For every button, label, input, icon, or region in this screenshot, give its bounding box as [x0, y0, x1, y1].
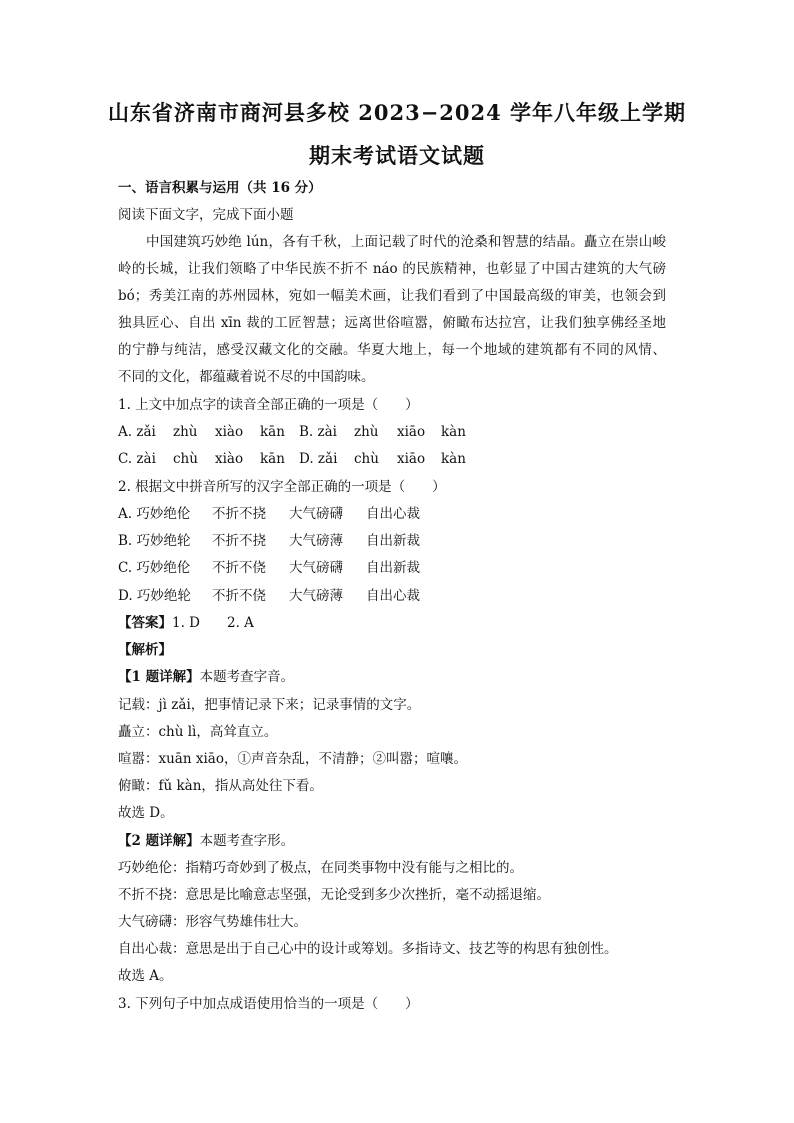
detail-1-line: 故选 D。: [118, 805, 174, 821]
option-term: 不折不挠: [212, 533, 266, 549]
option-term: A. 巧妙绝伦: [118, 506, 191, 522]
option-term: 不折不侥: [212, 588, 266, 604]
detail-2-heading: [118, 833, 294, 849]
option-term: 大气磅礴: [289, 506, 343, 522]
option-term: B. 巧妙绝轮: [118, 533, 191, 549]
passage-line: 的宁静与纯洁，感受汉藏文化的交融。华夏大地上，每一个地域的建筑都有不同的风情、: [118, 342, 666, 358]
option-term: 自出新裁: [366, 560, 420, 576]
option-reading: kàn: [441, 424, 466, 440]
option-term: 自出心裁: [366, 588, 420, 604]
answer-label: 【答案】: [118, 615, 172, 631]
detail-2-line: 故选 A。: [118, 968, 173, 984]
detail-1-line: 矗立：chù lì，高耸直立。: [118, 724, 278, 740]
option-reading: kān: [260, 424, 285, 440]
detail-2-label: 【2 题详解】: [118, 833, 200, 849]
detail-2-line: 大气磅礴：形容气势雄伟壮大。: [118, 914, 307, 930]
option-reading: xiào: [215, 424, 244, 440]
detail-1-text: 本题考查字音。: [199, 669, 295, 685]
detail-1-line: 喧嚣：xuān xiāo，①声音杂乱，不清静；②叫嚣；喧嚷。: [118, 751, 467, 767]
answer-line: [118, 615, 254, 631]
document-title-line-2: 期末考试语文试题: [309, 143, 485, 168]
option-term: 不折不挠: [212, 506, 266, 522]
passage-line: 不同的文化，都蕴藏着说不尽的中国韵味。: [118, 369, 375, 385]
option-d-label: D. zǎi: [299, 451, 338, 467]
analysis-heading: 【解析】: [118, 642, 172, 658]
option-reading: zhù: [173, 424, 198, 440]
passage-line: 中国建筑巧妙绝 lún，各有千秋，上面记载了时代的沧桑和智慧的结晶。矗立在崇山峻: [146, 234, 666, 250]
passage-line: 独具匠心、自出 xīn 裁的工匠智慧；远离世俗喧嚣，俯瞰布达拉宫，让我们独享佛经圣地: [118, 315, 666, 331]
instruction-text: 阅读下面文字，完成下面小题: [118, 207, 294, 223]
detail-2-line: 自出心裁：意思是出于自己心中的设计或筹划。多指诗文、技艺等的构思有独创性。: [118, 941, 618, 957]
option-c-label: C. zài: [118, 451, 156, 467]
detail-1-line: 俯瞰：fǔ kàn，指从高处往下看。: [118, 778, 323, 794]
passage-line: 岭的长城，让我们领略了中华民族不折不 náo 的民族精神，也彰显了中国古建筑的大气磅: [118, 261, 666, 277]
detail-1-label: 【1 题详解】: [118, 669, 200, 685]
option-reading: zhù: [354, 424, 379, 440]
detail-2-line: 巧妙绝伦：指精巧奇妙到了极点，在同类事物中没有能与之相比的。: [118, 860, 523, 876]
option-reading: kàn: [441, 451, 466, 467]
option-reading: xiāo: [397, 424, 426, 440]
option-term: 大气磅礴: [289, 560, 343, 576]
question-3-stem: 3. 下列句子中加点成语使用恰当的一项是（ ）: [118, 996, 419, 1012]
option-term: 大气磅薄: [289, 588, 343, 604]
section-heading: 一、语言积累与运用（共 16 分）: [118, 180, 322, 196]
document-title-line-1: 山东省济南市商河县多校 2023−2024 学年八年级上学期: [107, 100, 687, 125]
question-2-stem: 2. 根据文中拼音所写的汉字全部正确的一项是（ ）: [118, 479, 446, 495]
option-reading: xiào: [215, 451, 244, 467]
option-term: 不折不侥: [212, 560, 266, 576]
detail-1-heading: [118, 669, 294, 685]
option-reading: chù: [354, 451, 379, 467]
option-reading: xiāo: [397, 451, 426, 467]
option-reading: chù: [173, 451, 198, 467]
answer-text: 1. D 2. A: [172, 615, 254, 631]
detail-2-line: 不折不挠：意思是比喻意志坚强，无论受到多少次挫折，毫不动摇退缩。: [118, 887, 550, 903]
detail-2-text: 本题考查字形。: [199, 833, 295, 849]
option-term: 大气磅薄: [289, 533, 343, 549]
detail-1-line: 记载：jì zǎi，把事情记录下来；记录事情的文字。: [118, 697, 421, 713]
option-a-label: A. zǎi: [118, 424, 156, 440]
question-1-stem: 1. 上文中加点字的读音全部正确的一项是（ ）: [118, 397, 419, 413]
option-term: 自出心裁: [366, 506, 420, 522]
passage-line: bó；秀美江南的苏州园林，宛如一幅美术画，让我们看到了中国最高级的审美，也领会到: [118, 288, 666, 304]
option-reading: kān: [260, 451, 285, 467]
option-term: D. 巧妙绝轮: [118, 588, 191, 604]
option-term: C. 巧妙绝伦: [118, 560, 191, 576]
option-term: 自出新裁: [366, 533, 420, 549]
option-b-label: B. zài: [299, 424, 337, 440]
